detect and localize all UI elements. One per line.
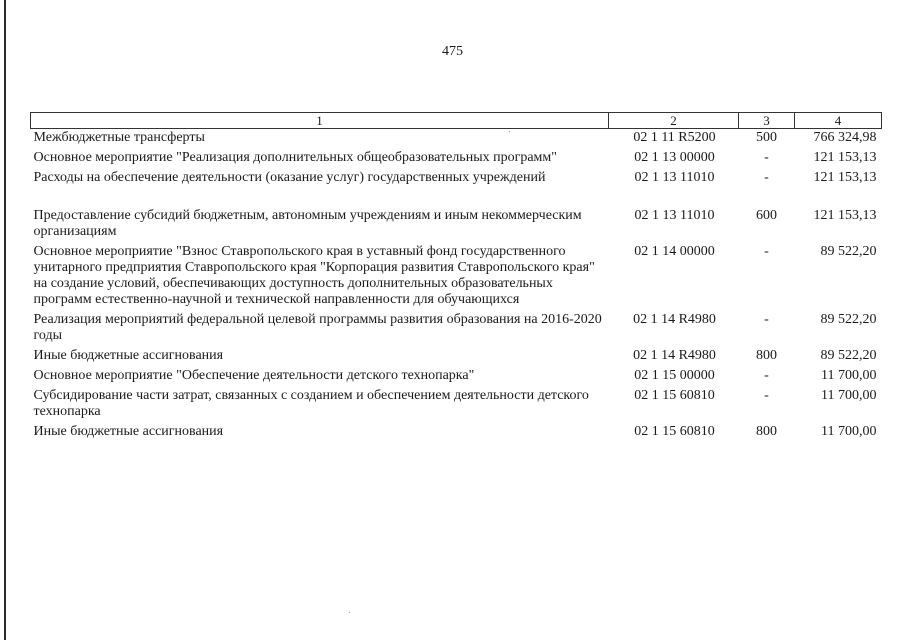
header-col-1: 1 [31,113,609,129]
row-amount: 121 153,13 [813,150,877,165]
row-amount: 89 522,20 [820,312,877,327]
row-amount: 121 153,13 [813,208,877,223]
row-code: 02 1 11 R5200 [633,130,716,145]
row-expense-type: - [764,368,769,383]
row-expense-type: 800 [756,424,777,439]
row-amount: 11 700,00 [821,388,877,403]
row-amount: 89 522,20 [820,348,877,363]
table-row [31,387,882,423]
row-expense-type: - [764,312,769,327]
row-amount: 89 522,20 [820,244,877,259]
table-row [31,311,882,347]
row-code: 02 1 13 00000 [634,150,715,165]
header-col-2: 2 [609,113,739,129]
table-row [31,423,882,443]
row-code: 02 1 14 R4980 [633,348,716,363]
row-expense-type: 600 [756,208,777,223]
row-name: Межбюджетные трансферты [33,130,205,145]
row-expense-type: - [764,388,769,403]
row-amount: 11 700,00 [821,368,877,383]
table-row [31,169,882,207]
row-code: 02 1 14 R4980 [633,312,716,327]
row-name: Реализация мероприятий федеральной целевой программы развития образования на 2016-2020 годы [33,312,602,343]
table-row [31,207,882,243]
row-name: Иные бюджетные ассигнования [33,348,224,363]
row-name: Расходы на обеспечение деятельности (оказание услуг) государственных учреждений [33,170,546,185]
table-header-row [31,113,882,129]
table-row [31,243,882,311]
row-amount: 766 324,98 [813,130,877,145]
row-expense-type: 500 [756,130,777,145]
table-row [31,347,882,367]
scan-speck [349,612,350,613]
row-amount: 121 153,13 [813,170,877,185]
budget-table [30,112,882,443]
table-row [31,149,882,169]
row-amount: 11 700,00 [821,424,877,439]
row-name: Основное мероприятие "Взнос Ставропольского края в уставный фонд государственного унитарного предприятия Ставропольского края "Корпорация развития Ставропольского края" на создание условий, обеспечивающих доступность дополнительных образовательных программ естественно-научной и технической направленности для обучающихся [33,244,595,307]
table-row [31,129,882,150]
row-code: 02 1 15 00000 [634,368,715,383]
row-name: Предоставление субсидий бюджетным, автономным учреждениям и иным некоммерческим организациям [33,208,582,239]
row-expense-type: - [764,170,769,185]
row-code: 02 1 14 00000 [634,244,715,259]
row-name: Основное мероприятие "Обеспечение деятельности детского технопарка" [33,368,475,383]
row-code: 02 1 15 60810 [634,424,715,439]
row-expense-type: - [764,244,769,259]
left-margin-rule [4,0,6,640]
header-col-4: 4 [795,113,882,129]
row-code: 02 1 13 11010 [634,170,715,185]
row-code: 02 1 15 60810 [634,388,715,403]
table-row [31,367,882,387]
row-name: Основное мероприятие "Реализация дополнительных общеобразовательных программ" [33,150,557,165]
row-expense-type: - [764,150,769,165]
header-col-3: 3 [739,113,795,129]
row-code: 02 1 13 11010 [634,208,715,223]
page-number: 475 [442,44,463,59]
row-expense-type: 800 [756,348,777,363]
scan-speck [509,131,510,132]
row-name: Иные бюджетные ассигнования [33,424,224,439]
row-name: Субсидирование части затрат, связанных с созданием и обеспечением деятельности детского технопарка [33,388,589,419]
